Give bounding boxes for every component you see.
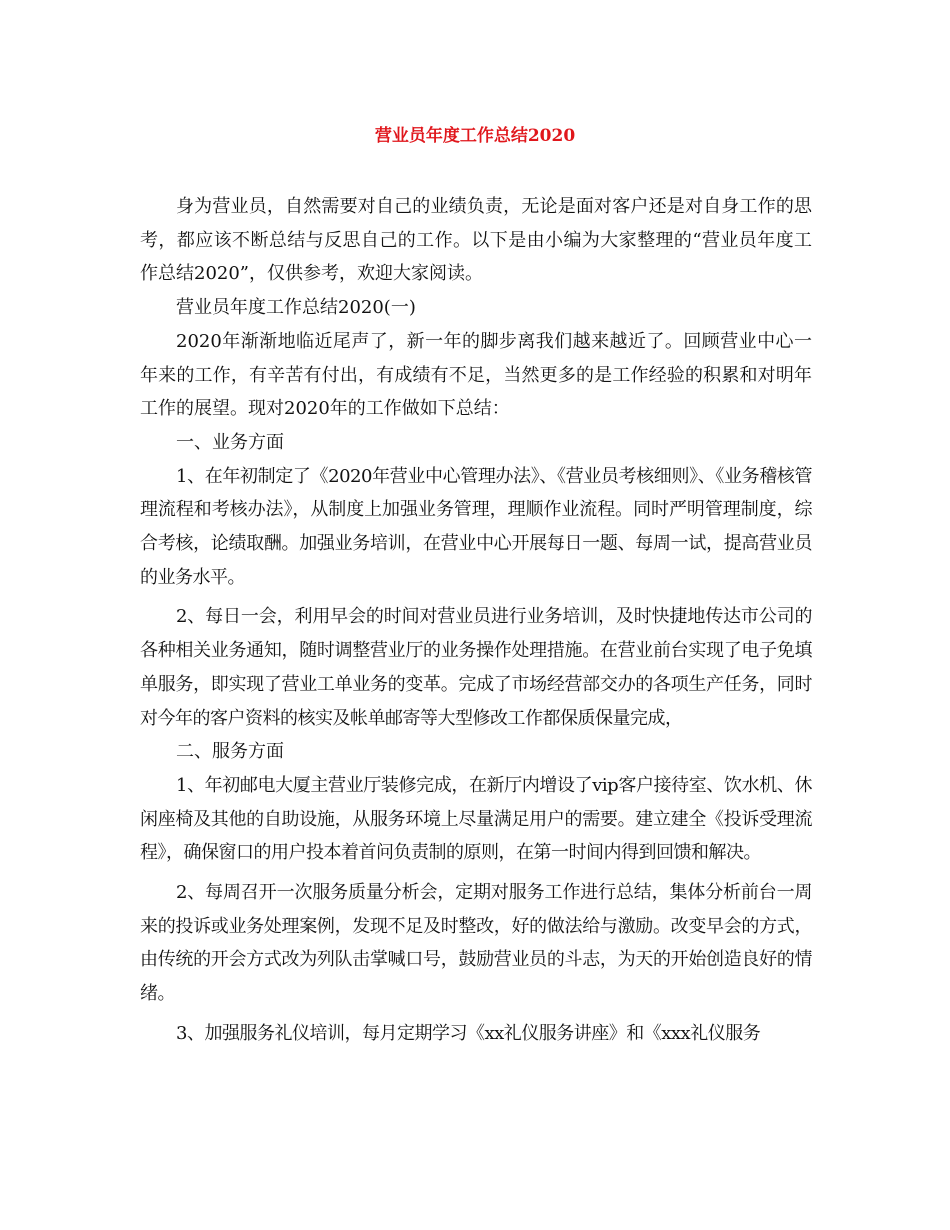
paragraph: 1、年初邮电大厦主营业厅装修完成，在新厅内增设了vip客户接待室、饮水机、休闲座椅及其他的自助设施，从服务环境上尽量满足用户的需要。建立建全《投诉受理流程》，确保窗口的用户投本着首问负责制的原则，在第一时间内得到回馈和解决。: [140, 774, 812, 864]
paragraph: 3、加强服务礼仪培训，每月定期学习《xx礼仪服务讲座》和《xxx礼仪服务: [176, 1022, 761, 1044]
paragraph: 2、每日一会，利用早会的时间对营业员进行业务培训，及时快捷地传达市公司的各种相关业务通知，随时调整营业厅的业务操作处理措施。在营业前台实现了电子免填单服务，即实现了营业工单业务的变革。完成了市场经营部交办的各项生产任务，同时对今年的客户资料的核实及帐单邮寄等大型修改工作都保质保量完成，: [140, 606, 812, 729]
section-heading: 营业员年度工作总结2020(一): [176, 297, 416, 319]
intro-paragraph: 身为营业员，自然需要对自己的业绩负责，无论是面对客户还是对自身工作的思考，都应该不断总结与反思自己的工作。以下是由小编为大家整理的“营业员年度工作总结2020”，仅供参考，欢迎大家阅读。: [140, 196, 812, 285]
document-title: 营业员年度工作总结2020: [374, 126, 576, 146]
paragraph: 1、在年初制定了《2020年营业中心管理办法》、《营业员考核细则》、《业务稽核管理流程和考核办法》，从制度上加强业务管理，理顺作业流程。同时严明管理制度，综合考核，论绩取酬。加强业务培训，在营业中心开展每日一题、每周一试，提高营业员的业务水平。: [140, 465, 812, 588]
paragraph: 2、每周召开一次服务质量分析会，定期对服务工作进行总结，集体分析前台一周来的投诉或业务处理案例，发现不足及时整改，好的做法给与激励。改变早会的方式，由传统的开会方式改为列队击掌喊口号，鼓励营业员的斗志，为天的开始创造良好的情绪。: [140, 882, 812, 1005]
paragraph: 2020年渐渐地临近尾声了，新一年的脚步离我们越来越近了。回顾营业中心一年来的工作，有辛苦有付出，有成绩有不足，当然更多的是工作经验的积累和对明年工作的展望。现对2020年的工作做如下总结：: [140, 330, 812, 420]
document-body: [140, 190, 812, 1051]
section-heading: 一、业务方面: [176, 431, 284, 453]
section-heading: 二、服务方面: [176, 741, 284, 763]
